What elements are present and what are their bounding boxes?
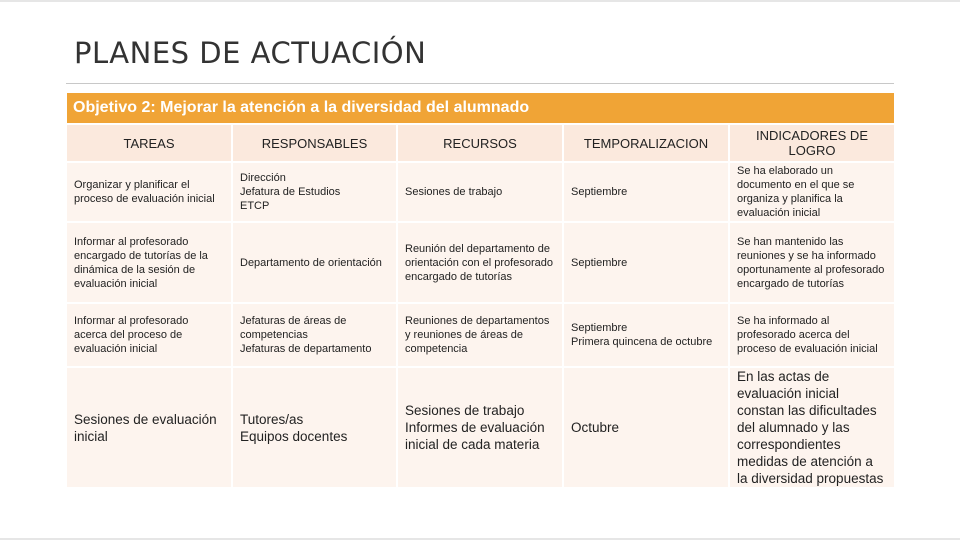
- cell-responsables: Jefaturas de áreas de competencias Jefaturas de departamento: [232, 303, 397, 367]
- header-row: [66, 124, 895, 162]
- cell-indicadores: Se han mantenido las reuniones y se ha informado oportunamente al profesorado encargado de tutorías: [729, 222, 895, 303]
- table-row: [66, 162, 895, 222]
- objective-row: [66, 92, 895, 124]
- cell-tareas: Organizar y planificar el proceso de evaluación inicial: [66, 162, 232, 222]
- top-stripe: [0, 0, 960, 2]
- action-plan-table: [65, 91, 896, 489]
- cell-responsables: Dirección Jefatura de Estudios ETCP: [232, 162, 397, 222]
- cell-temporalizacion: Octubre: [563, 367, 729, 488]
- cell-indicadores: En las actas de evaluación inicial constan las dificultades del alumnado y las correspondientes medidas de atención a la diversidad propuestas: [729, 367, 895, 488]
- title-divider: [66, 83, 894, 84]
- table-row: [66, 367, 895, 488]
- header-recursos: RECURSOS: [397, 124, 563, 162]
- cell-recursos: Reunión del departamento de orientación con el profesorado encargado de tutorías: [397, 222, 563, 303]
- cell-responsables: Departamento de orientación: [232, 222, 397, 303]
- cell-recursos: Sesiones de trabajo: [397, 162, 563, 222]
- cell-tareas: Informar al profesorado encargado de tutorías de la dinámica de la sesión de evaluación inicial: [66, 222, 232, 303]
- cell-recursos: Sesiones de trabajo Informes de evaluación inicial de cada materia: [397, 367, 563, 488]
- cell-temporalizacion: Septiembre Primera quincena de octubre: [563, 303, 729, 367]
- header-temporalizacion: TEMPORALIZACION: [563, 124, 729, 162]
- header-tareas: TAREAS: [66, 124, 232, 162]
- cell-tareas: Informar al profesorado acerca del proceso de evaluación inicial: [66, 303, 232, 367]
- cell-indicadores: Se ha informado al profesorado acerca del proceso de evaluación inicial: [729, 303, 895, 367]
- cell-indicadores: Se ha elaborado un documento en el que se organiza y planifica la evaluación inicial: [729, 162, 895, 222]
- cell-temporalizacion: Septiembre: [563, 162, 729, 222]
- table-row: [66, 303, 895, 367]
- cell-responsables: Tutores/as Equipos docentes: [232, 367, 397, 488]
- header-indicadores: INDICADORES DE LOGRO: [729, 124, 895, 162]
- action-plan-table-wrap: [65, 91, 894, 489]
- cell-temporalizacion: Septiembre: [563, 222, 729, 303]
- cell-recursos: Reuniones de departamentos y reuniones de áreas de competencia: [397, 303, 563, 367]
- cell-tareas: Sesiones de evaluación inicial: [66, 367, 232, 488]
- header-responsables: RESPONSABLES: [232, 124, 397, 162]
- objective-cell: Objetivo 2: Mejorar la atención a la diversidad del alumnado: [66, 92, 895, 124]
- slide-title: PLANES DE ACTUACIÓN: [74, 36, 427, 70]
- table-row: [66, 222, 895, 303]
